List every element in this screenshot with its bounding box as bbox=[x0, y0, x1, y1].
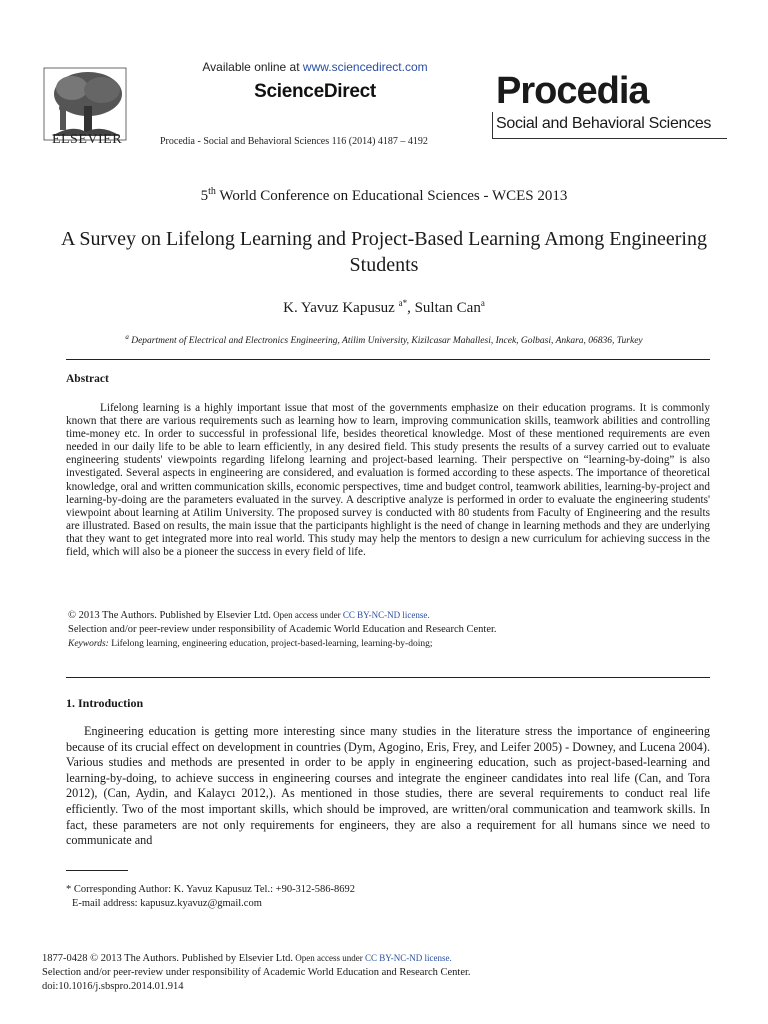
conference-name: World Conference on Educational Sciences - WCES 2013 bbox=[215, 188, 568, 204]
author-2: , Sultan Can bbox=[407, 300, 481, 316]
author-2-marker: a bbox=[480, 298, 485, 308]
introduction-heading: 1. Introduction bbox=[66, 696, 144, 710]
footer-peer-review: Selection and/or peer-review under responsibility of Academic World Education and Research Center. bbox=[42, 967, 471, 978]
paper-title: A Survey on Lifelong Learning and Project-Based Learning Among Engineering Students bbox=[61, 228, 707, 276]
abstract-text: Lifelong learning is a highly important issue that most of the governments emphasize on their education programs. It is commonly known that there are various requirements such as learning how to learn, improving communication skills, teamwork abilities and controlling time-money etc. In order to successful in professional life, besides theoretical knowledge. Most of these mentioned requirements are even needed in our daily life to be able to learn efficiently, in any desired field. This study presents the results of a survey carried out to evaluate engineering students' viewpoints regarding lifelong learning and project-based learning. Their perspective on “learning-by-doing” is also investigated. Several aspects in engineering are considered, and evaluation is formed according to these aspects. The importance of theoretical knowledge, oral and written communication skills, economic perspectives, time and budget control, teamwork abilities, learning-by-project and learning-by-doing are the parameters evaluated in the survey. A descriptive analyze is performed in order to evaluate the engineering students' viewpoint about learning at Atilim University. The proposed survey is conducted with 80 students from Faculty of Engineering and the results are illustrated. Based on results, the main issue that the participants highlight is the need of change in learning methods and they are underlying that they want to get integrated more into real world. This study may help the mentors to design a new curriculum for achieving success in the field, which will also be a pioneer the success in every field of life. bbox=[66, 402, 710, 559]
abstract-top-rule bbox=[66, 359, 710, 360]
sciencedirect-link[interactable]: www.sciencedirect.com bbox=[302, 60, 428, 74]
footer-issn-text: 1877-0428 © 2013 The Authors. Published by Elsevier Ltd. bbox=[42, 953, 294, 964]
footer-open-access: Open access under bbox=[293, 953, 365, 963]
publisher-wordmark: ELSEVIER bbox=[51, 132, 123, 147]
footer-doi: doi:10.1016/j.sbspro.2014.01.914 bbox=[42, 981, 184, 992]
sciencedirect-brand: ScienceDirect bbox=[254, 81, 376, 102]
footer-license-link[interactable]: CC BY-NC-ND license. bbox=[365, 953, 452, 963]
journal-reference: Procedia - Social and Behavioral Sciences 116 (2014) 4187 – 4192 bbox=[160, 136, 428, 147]
license-link[interactable]: CC BY-NC-ND license. bbox=[342, 610, 430, 620]
peer-review-line: Selection and/or peer-review under responsibility of Academic World Education and Research Center. bbox=[68, 624, 497, 635]
copyright-line bbox=[68, 610, 708, 621]
procedia-brand: Procedia bbox=[496, 70, 649, 112]
conference-ordinal-sup: th bbox=[208, 186, 216, 197]
author-line bbox=[0, 298, 768, 317]
footnote-rule bbox=[66, 870, 128, 871]
email-note: E-mail address: kapusuz.kyavuz@gmail.com bbox=[72, 898, 262, 909]
affiliation-marker: a bbox=[125, 333, 129, 341]
footer-copyright bbox=[42, 953, 452, 964]
conference-line bbox=[0, 186, 768, 205]
conference-ordinal: 5 bbox=[200, 188, 209, 204]
copyright-text: © 2013 The Authors. Published by Elsevier Ltd. bbox=[68, 610, 271, 621]
procedia-subtitle: Social and Behavioral Sciences bbox=[496, 115, 712, 132]
affiliation-text: Department of Electrical and Electronics Engineering, Atilim University, Kizilcasar Mahallesi, Incek, Golbasi, Ankara, 06836, Turkey bbox=[128, 336, 643, 347]
open-access-text: Open access under bbox=[270, 610, 343, 620]
abstract-heading: Abstract bbox=[66, 373, 109, 385]
abstract-bottom-rule bbox=[66, 677, 710, 678]
available-online-line bbox=[190, 60, 440, 74]
keywords-line bbox=[68, 639, 708, 649]
introduction-text: Engineering education is getting more interesting since many studies in the literature stress the importance of engineering because of its crucial effect on development in countries (Dym, Agogino, Eris, Frey, and Leifer 2005) - Downey, and Lucena 2004). Various studies and methods are presented in order to be apply in engineering education, such as project-based-learning and learning-by-doing, to achieve success in engineering courses and integrate the engineer candidates into real life (Can, and Tora 2012), (Can, Aydin, and Kalaycı 2012,). As mentioned in those studies, there are several requirements to conduct real life efficiently. Two of the most important skills, which should be improved, are written/oral communication and teamwork skills. In fact, these parameters are not only requirements for engineers, they are also a requirement for all humans since we need to communicate and bbox=[66, 724, 710, 848]
keywords-label: Keywords: bbox=[68, 639, 109, 649]
author-1-marker: a* bbox=[398, 298, 408, 308]
author-1: K. Yavuz Kapusuz bbox=[283, 300, 399, 316]
available-prefix: Available online at bbox=[202, 60, 303, 74]
affiliation bbox=[60, 333, 708, 346]
keywords-text: Lifelong learning, engineering education, project-based-learning, learning-by-doing; bbox=[108, 639, 433, 649]
corresponding-author-note: * Corresponding Author: K. Yavuz Kapusuz Tel.: +90-312-586-8692 bbox=[66, 884, 356, 895]
